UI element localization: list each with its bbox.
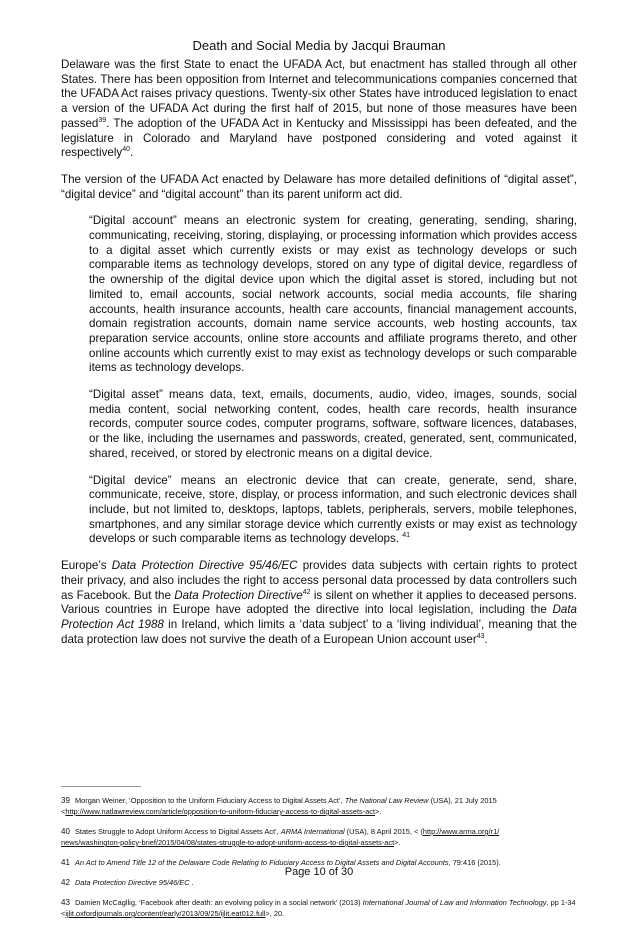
footnote-40-link[interactable]: http://www.arma.org/r1/	[422, 827, 500, 836]
page-number: Page 10 of 30	[284, 866, 354, 878]
footnote-ref-41[interactable]: 41	[402, 532, 411, 540]
footnote-43-link[interactable]: ijlit.oxfordjournals.org/content/early/2013/09/25/ijlit.eat012.full	[65, 909, 266, 918]
footnote-ref-42[interactable]: 42	[302, 588, 311, 596]
block-quote	[61, 214, 577, 547]
footnotes	[61, 795, 577, 928]
quote-digital-asset: “Digital asset” means data, text, emails, documents, audio, video, images, sounds, social media content, social networking content, codes, health care records, health insurance records, computer source codes, computer programs, software, software licences, databases, or the like, including the usernames and passwords, created, generated, sent, communicated, shared, received, or stored by electronic means on a digital device.	[89, 388, 577, 460]
paragraph-delaware: Delaware was the first State to enact the UFADA Act, but enactment has stalled through all other States. There has been opposition from Internet and telecommunications companies concerned that the UFADA Act raises privacy questions. Twenty-six other States have introduced legislation to enact a version of the UFADA Act during the first half of 2015, but none of those measures have been passed$^{39}$. The adoption of the UFADA Act in Kentucky and Mississippi has been defeated, and the legislature in Colorado and Maryland have postponed considering and voted against it respectively$^{40}$.	[61, 58, 577, 160]
footnote-39: 39 Morgan Weiner, ‘Opposition to the Uniform Fiduciary Access to Digital Assets Act’, The National Law Review (USA), 21 July 2015 <http://www.natlawreview.com/article/opposition-to-uniform-fiduciary-access-to-digital-assets-act>.	[61, 796, 497, 816]
footnote-ref-43[interactable]: 43	[476, 632, 485, 640]
paragraph-europe: Europe’s Data Protection Directive 95/46/EC provides data subjects with certain rights to protect their privacy, and also includes the right to access personal data processed by data controllers such as Facebook. But the Data Protection Directive$^{42}$ is silent on whether it applies to deceased persons. Various countries in Europe have adopted the directive into local legislation, including the Data Protection Act 1988 in Ireland, which limits a ‘data subject’ to a ‘living individual’, meaning that the data protection law does not survive the death of a European Union account user$^{43}$.	[61, 559, 577, 646]
footnote-40: 40 States Struggle to Adopt Uniform Access to Digital Assets Act’, ARMA International (USA), 8 April 2015, < (http://www.arma.org/r1/ news/washington-policy-brief/2015/04/08/states-struggle-to-adopt-uniform-access-to-digital-assets-act>.	[61, 827, 500, 847]
paragraph-definitions-intro: The version of the UFADA Act enacted by Delaware has more detailed definitions of “digital asset”, “digital device” and “digital account” than its parent uniform act did.	[61, 172, 577, 201]
footnote-40-link-continued[interactable]: news/washington-policy-brief/2015/04/08/states-struggle-to-adopt-uniform-access-to-digital-assets-act	[61, 838, 395, 847]
running-header: Death and Social Media by Jacqui Brauman	[192, 38, 446, 53]
footnote-39-link[interactable]: http://www.natlawreview.com/article/opposition-to-uniform-fiduciary-access-to-digital-assets-act	[65, 807, 376, 816]
footnote-divider	[61, 786, 141, 787]
footnote-43: 43 Damien McCagllig, ‘Facebook after death: an evolving policy in a social network’ (2013) International Journal of Law and Information Technology, pp 1-34 <ijlit.oxfordjournals.org/content/early/2013/09/25/ijlit.eat012.full>, 20.	[61, 898, 576, 918]
quote-digital-device: “Digital device” means an electronic device that can create, generate, send, share, communicate, receive, store, display, or process information, and such electronic devices shall include, but not limited to, desktops, laptops, tablets, peripherals, servers, mobile telephones, smartphones, and any similar storage device which currently exists or may exist as technology develops or such comparable items as technology develops. $^{41}$	[89, 473, 577, 546]
body-text	[61, 58, 577, 659]
footnote-ref-40[interactable]: 40	[122, 146, 131, 154]
footnote-ref-39[interactable]: 39	[98, 116, 107, 124]
footnote-41: 41 An Act to Amend Title 12 of the Delaware Code Relating to Fiduciary Access to Digital Assets and Digital Accounts, 79:416 (2015).	[61, 858, 501, 867]
footnote-42: 42 Data Protection Directive 95/46/EC .	[61, 878, 194, 887]
quote-digital-account: “Digital account” means an electronic system for creating, generating, sending, sharing, communicating, receiving, storing, displaying, or processing information which provides access to a digital asset which currently exists or may exist as technology develops or such comparable items as technology develops, stored on any type of digital device, regardless of the ownership of the digital device upon which the digital asset is stored, including but not limited to, email accounts, social network accounts, social media accounts, file sharing accounts, health insurance accounts, health care accounts, financial management accounts, domain registration accounts, domain name service accounts, web hosting accounts, tax preparation service accounts, online store accounts and affiliate programs thereto, and other online accounts which currently exist to may exist as technology develops or such comparable items as technology develops.	[89, 214, 577, 375]
